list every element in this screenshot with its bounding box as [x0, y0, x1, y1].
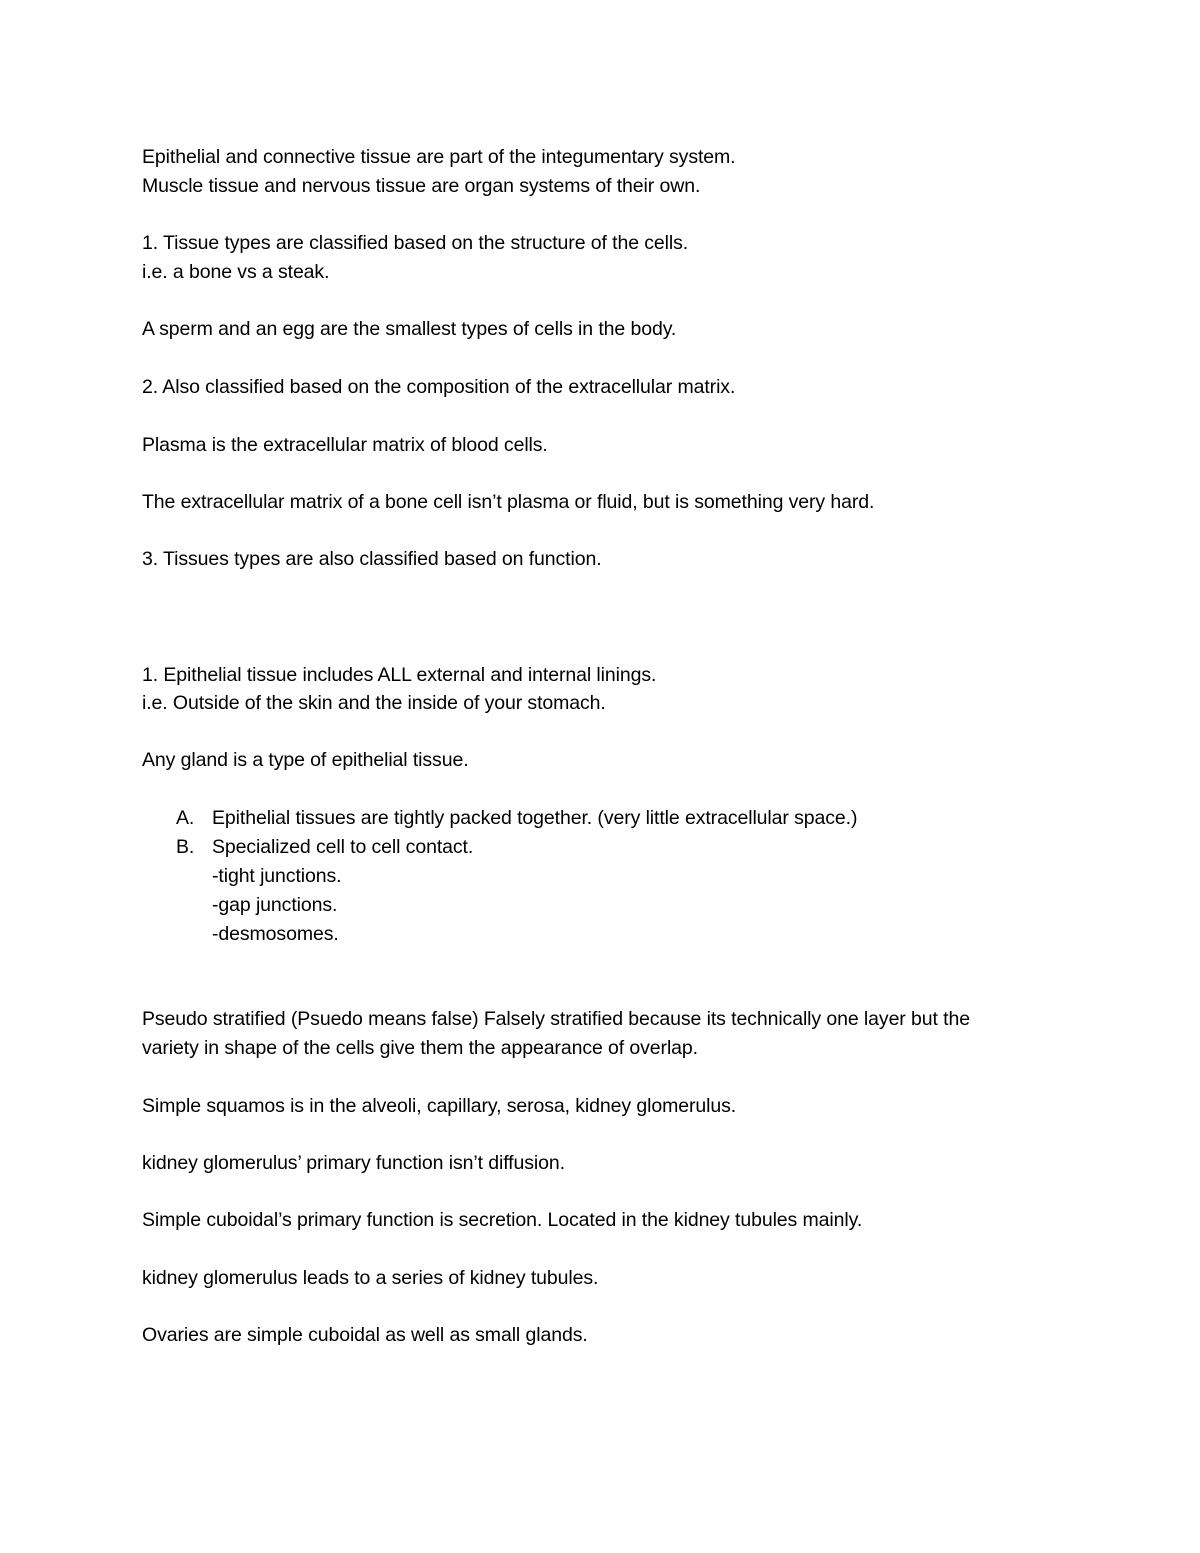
paragraph-line: Plasma is the extracellular matrix of blood cells.: [142, 434, 548, 456]
list-item-text: Epithelial tissues are tightly packed together. (very little extracellular space.): [212, 807, 858, 829]
sub-list-item: -gap junctions.: [212, 894, 338, 916]
paragraph-line: Ovaries are simple cuboidal as well as small glands.: [142, 1324, 588, 1346]
paragraph-line: Any gland is a type of epithelial tissue.: [142, 749, 469, 771]
paragraph-line: 2. Also classified based on the composition of the extracellular matrix.: [142, 376, 736, 398]
paragraph-line: kidney glomerulus’ primary function isn’t diffusion.: [142, 1152, 565, 1174]
list-item-text: Specialized cell to cell contact.: [212, 836, 474, 858]
paragraph-line: kidney glomerulus leads to a series of kidney tubules.: [142, 1267, 599, 1289]
paragraph-line: Simple squamos is in the alveoli, capillary, serosa, kidney glomerulus.: [142, 1095, 737, 1117]
paragraph-line: 3. Tissues types are also classified based on function.: [142, 548, 602, 570]
paragraph-line: Muscle tissue and nervous tissue are organ systems of their own.: [142, 175, 701, 197]
paragraph-line: A sperm and an egg are the smallest types of cells in the body.: [142, 318, 677, 340]
paragraph-line: i.e. Outside of the skin and the inside of your stomach.: [142, 692, 606, 714]
paragraph-line: 1. Tissue types are classified based on the structure of the cells.: [142, 232, 689, 254]
sub-list-item: -tight junctions.: [212, 865, 342, 887]
paragraph-line: Pseudo stratified (Psuedo means false) Falsely stratified because its technically one layer but the: [142, 1008, 970, 1030]
paragraph-line: 1. Epithelial tissue includes ALL external and internal linings.: [142, 664, 657, 686]
list-marker: A.: [176, 807, 195, 829]
paragraph-line: The extracellular matrix of a bone cell isn’t plasma or fluid, but is something very hard.: [142, 491, 875, 513]
sub-list-item: -desmosomes.: [212, 923, 339, 945]
paragraph-line: Simple cuboidal’s primary function is secretion. Located in the kidney tubules mainly.: [142, 1209, 863, 1231]
list-marker: B.: [176, 836, 195, 858]
paragraph-line: Epithelial and connective tissue are part of the integumentary system.: [142, 146, 736, 168]
paragraph-line: variety in shape of the cells give them the appearance of overlap.: [142, 1037, 698, 1059]
paragraph-line: i.e. a bone vs a steak.: [142, 261, 330, 283]
